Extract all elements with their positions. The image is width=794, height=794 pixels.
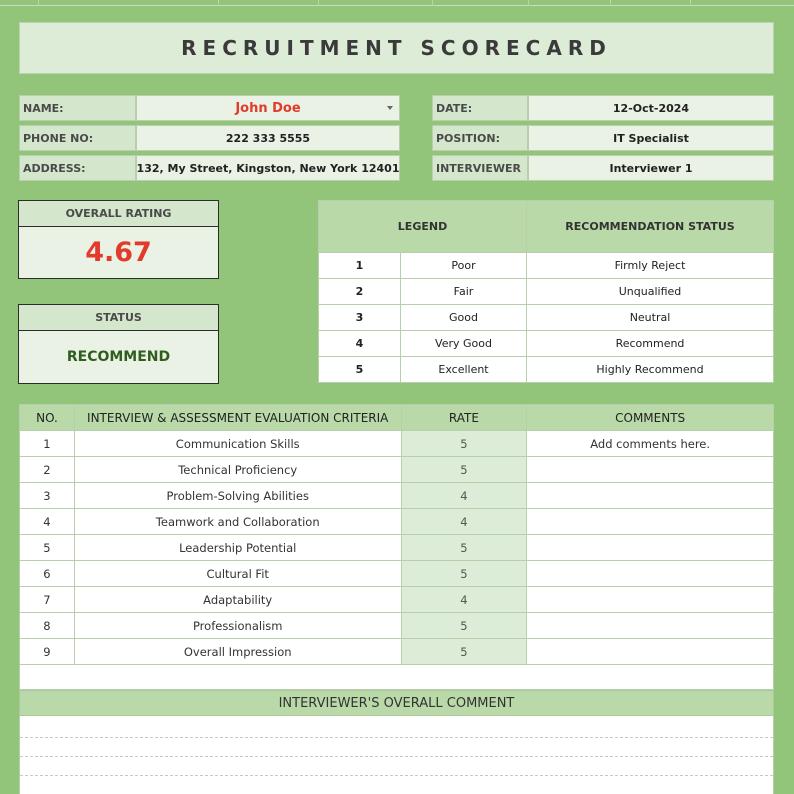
rate-cell[interactable]: 4 xyxy=(401,587,527,613)
criteria-name: Leadership Potential xyxy=(74,535,401,561)
recommendation-status-header: RECOMMENDATION STATUS xyxy=(527,201,774,253)
comment-cell[interactable] xyxy=(527,613,774,639)
legend-num: 2 xyxy=(319,279,401,305)
row-no: 7 xyxy=(20,587,75,613)
row-no: 1 xyxy=(20,431,75,457)
legend-row xyxy=(319,305,774,331)
table-row xyxy=(20,613,774,639)
comment-cell[interactable] xyxy=(527,639,774,665)
row-no: 3 xyxy=(20,483,75,509)
table-row xyxy=(20,587,774,613)
legend-row xyxy=(319,253,774,279)
legend-num: 4 xyxy=(319,331,401,357)
comment-cell[interactable] xyxy=(527,535,774,561)
comment-cell[interactable] xyxy=(527,561,774,587)
rate-cell[interactable]: 5 xyxy=(401,535,527,561)
legend-num: 5 xyxy=(319,357,401,383)
comment-line xyxy=(20,775,773,776)
rate-cell[interactable]: 5 xyxy=(401,431,527,457)
interviewer-label: INTERVIEWER xyxy=(432,155,528,181)
legend-label: Very Good xyxy=(401,331,527,357)
rate-cell[interactable]: 5 xyxy=(401,457,527,483)
rate-cell[interactable]: 4 xyxy=(401,483,527,509)
table-row xyxy=(20,509,774,535)
address-row xyxy=(19,155,400,181)
spacer-row xyxy=(19,664,774,690)
position-row xyxy=(432,125,774,151)
no-header: NO. xyxy=(20,405,75,431)
legend-status: Neutral xyxy=(527,305,774,331)
overall-rating-label: OVERALL RATING xyxy=(18,200,219,227)
interviewer-row xyxy=(432,155,774,181)
comment-line xyxy=(20,737,773,738)
comment-cell[interactable] xyxy=(527,457,774,483)
row-no: 5 xyxy=(20,535,75,561)
row-no: 9 xyxy=(20,639,75,665)
date-row xyxy=(432,95,774,121)
rate-cell[interactable]: 5 xyxy=(401,613,527,639)
name-dropdown[interactable] xyxy=(136,95,400,121)
sheet-column-strip xyxy=(0,0,794,6)
name-label: NAME: xyxy=(19,95,136,121)
legend-table xyxy=(318,200,774,383)
comment-cell[interactable] xyxy=(527,587,774,613)
rate-cell[interactable]: 5 xyxy=(401,561,527,587)
criteria-name: Adaptability xyxy=(74,587,401,613)
legend-label: Fair xyxy=(401,279,527,305)
name-row xyxy=(19,95,400,121)
criteria-name: Technical Proficiency xyxy=(74,457,401,483)
criteria-name: Communication Skills xyxy=(74,431,401,457)
name-value: John Doe xyxy=(235,100,301,116)
row-no: 8 xyxy=(20,613,75,639)
legend-header-row xyxy=(319,201,774,253)
table-row xyxy=(20,483,774,509)
address-field[interactable]: 132, My Street, Kingston, New York 12401 xyxy=(136,155,400,181)
table-row xyxy=(20,561,774,587)
criteria-name: Overall Impression xyxy=(74,639,401,665)
table-row xyxy=(20,431,774,457)
rate-cell[interactable]: 4 xyxy=(401,509,527,535)
table-row xyxy=(20,457,774,483)
phone-row xyxy=(19,125,400,151)
comment-cell[interactable]: Add comments here. xyxy=(527,431,774,457)
rate-cell[interactable]: 5 xyxy=(401,639,527,665)
overall-comment-header: INTERVIEWER'S OVERALL COMMENT xyxy=(19,690,774,716)
table-row xyxy=(20,535,774,561)
row-no: 6 xyxy=(20,561,75,587)
legend-status: Recommend xyxy=(527,331,774,357)
criteria-table xyxy=(19,404,774,665)
legend-status: Highly Recommend xyxy=(527,357,774,383)
overall-rating-value: 4.67 xyxy=(18,227,219,279)
criteria-name: Cultural Fit xyxy=(74,561,401,587)
legend-row xyxy=(319,331,774,357)
row-no: 2 xyxy=(20,457,75,483)
legend-num: 1 xyxy=(319,253,401,279)
legend-row xyxy=(319,357,774,383)
interviewer-field[interactable]: Interviewer 1 xyxy=(528,155,774,181)
overall-comment-area[interactable] xyxy=(19,716,774,794)
phone-label: PHONE NO: xyxy=(19,125,136,151)
comment-cell[interactable] xyxy=(527,509,774,535)
address-label: ADDRESS: xyxy=(19,155,136,181)
criteria-header-row xyxy=(20,405,774,431)
page-title: RECRUITMENT SCORECARD xyxy=(19,22,774,74)
comments-header: COMMENTS xyxy=(527,405,774,431)
legend-status: Unqualified xyxy=(527,279,774,305)
chevron-down-icon[interactable] xyxy=(387,106,393,110)
criteria-header: INTERVIEW & ASSESSMENT EVALUATION CRITERIA xyxy=(74,405,401,431)
legend-row xyxy=(319,279,774,305)
date-label: DATE: xyxy=(432,95,528,121)
criteria-name: Professionalism xyxy=(74,613,401,639)
row-no: 4 xyxy=(20,509,75,535)
criteria-name: Problem-Solving Abilities xyxy=(74,483,401,509)
table-row xyxy=(20,639,774,665)
status-value: RECOMMEND xyxy=(18,331,219,384)
rate-header: RATE xyxy=(401,405,527,431)
comment-line xyxy=(20,756,773,757)
legend-status: Firmly Reject xyxy=(527,253,774,279)
legend-num: 3 xyxy=(319,305,401,331)
comment-cell[interactable] xyxy=(527,483,774,509)
legend-label: Good xyxy=(401,305,527,331)
criteria-name: Teamwork and Collaboration xyxy=(74,509,401,535)
phone-field[interactable]: 222 333 5555 xyxy=(136,125,400,151)
date-field[interactable]: 12-Oct-2024 xyxy=(528,95,774,121)
legend-label: Excellent xyxy=(401,357,527,383)
legend-header: LEGEND xyxy=(319,201,527,253)
legend-label: Poor xyxy=(401,253,527,279)
status-label: STATUS xyxy=(18,304,219,331)
position-label: POSITION: xyxy=(432,125,528,151)
position-field[interactable]: IT Specialist xyxy=(528,125,774,151)
